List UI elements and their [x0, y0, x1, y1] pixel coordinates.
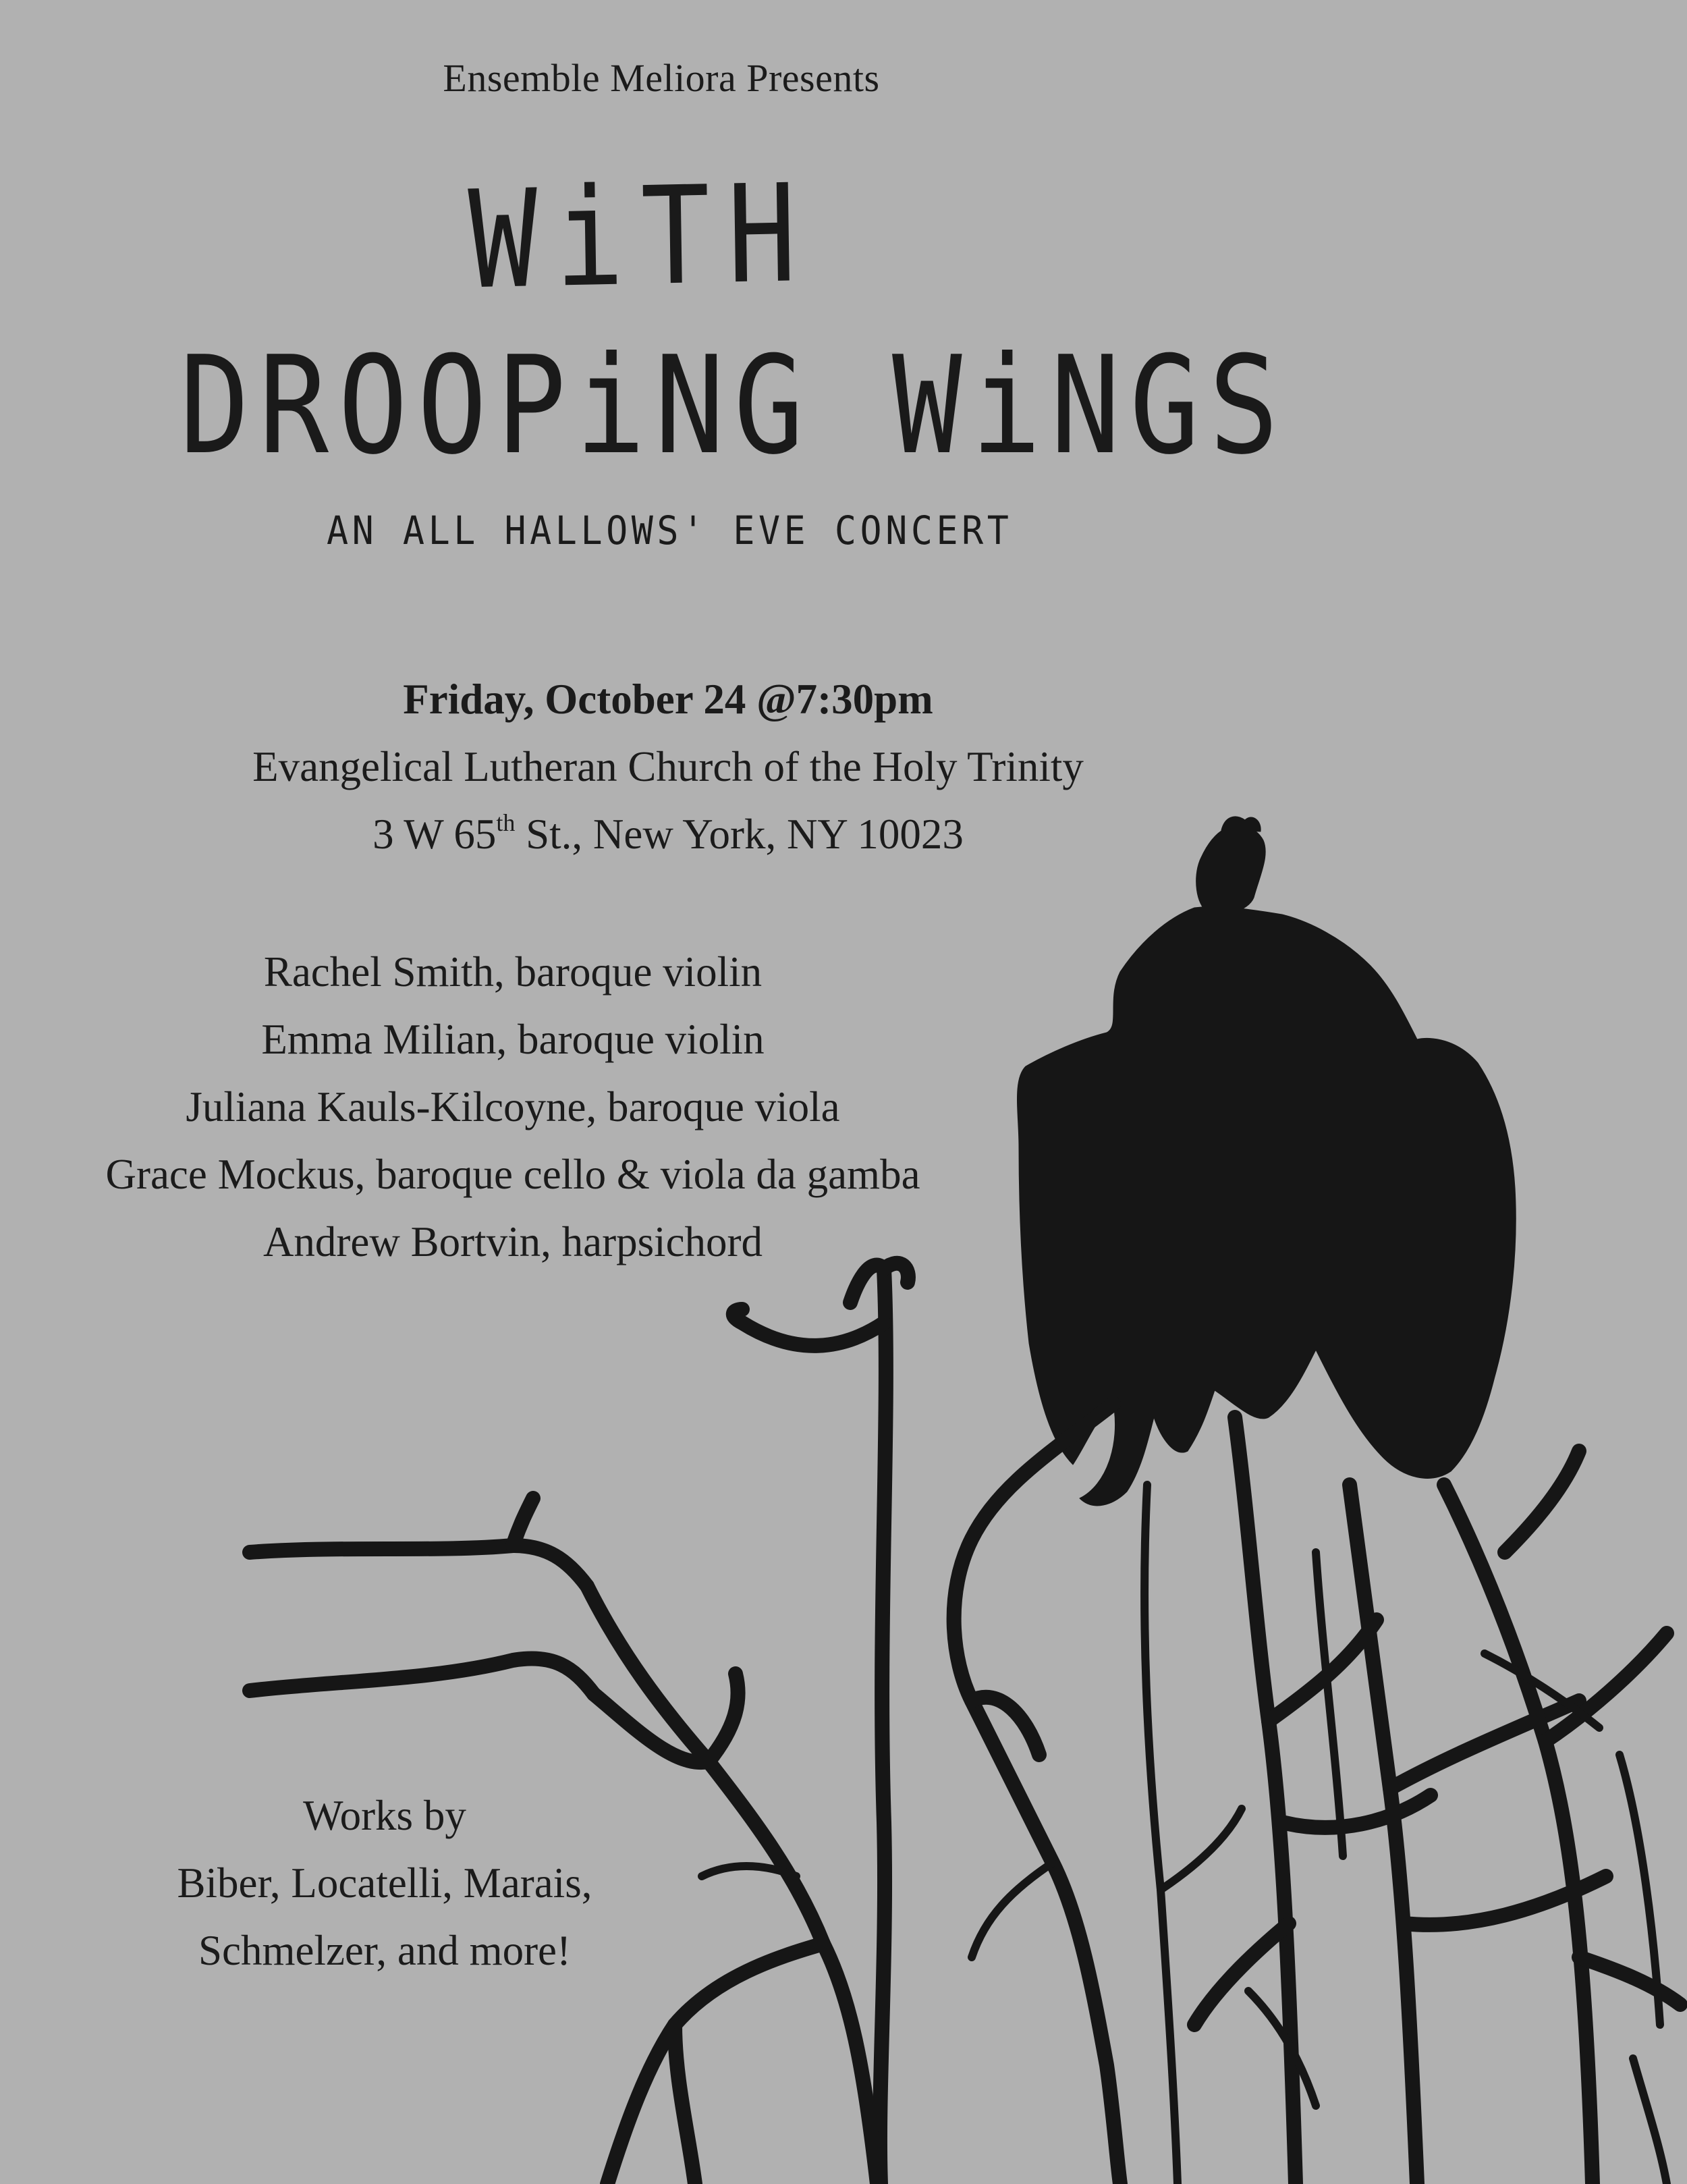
performer-item: Grace Mockus, baroque cello & viola da gamba	[105, 1151, 920, 1198]
performer-item: Emma Milian, baroque violin	[261, 1016, 765, 1063]
address-ordinal-suffix: th	[496, 809, 516, 836]
works-composers-line-1: Biber, Locatelli, Marais,	[177, 1859, 592, 1907]
performer-item: Andrew Bortvin, harpsichord	[262, 1218, 763, 1265]
address-rest: St., New York, NY 10023	[515, 811, 964, 858]
works-block	[88, 1782, 682, 1984]
works-heading: Works by	[303, 1792, 466, 1839]
event-date-time: Friday, October 24 @7:30pm	[403, 676, 933, 723]
event-address	[202, 810, 1134, 859]
performer-list	[27, 938, 999, 1276]
performer-item: Rachel Smith, baroque violin	[263, 948, 763, 995]
address-street-number: 3 W 65	[372, 811, 497, 858]
performer-item: Juliana Kauls-Kilcoyne, baroque viola	[186, 1083, 840, 1130]
vulture-crest	[1221, 817, 1261, 831]
presenter-line: Ensemble Meliora Presents	[443, 56, 880, 100]
title-line-1: WiTH	[467, 155, 815, 320]
works-composers-line-2: Schmelzer, and more!	[198, 1927, 571, 1974]
event-venue: Evangelical Lutheran Church of the Holy Trinity	[252, 743, 1084, 790]
title-line-2: DROOPiNG WiNGS	[179, 327, 1288, 485]
subtitle: AN ALL HALLOWS' EVE CONCERT	[327, 508, 1013, 553]
vulture-head	[1196, 825, 1266, 914]
